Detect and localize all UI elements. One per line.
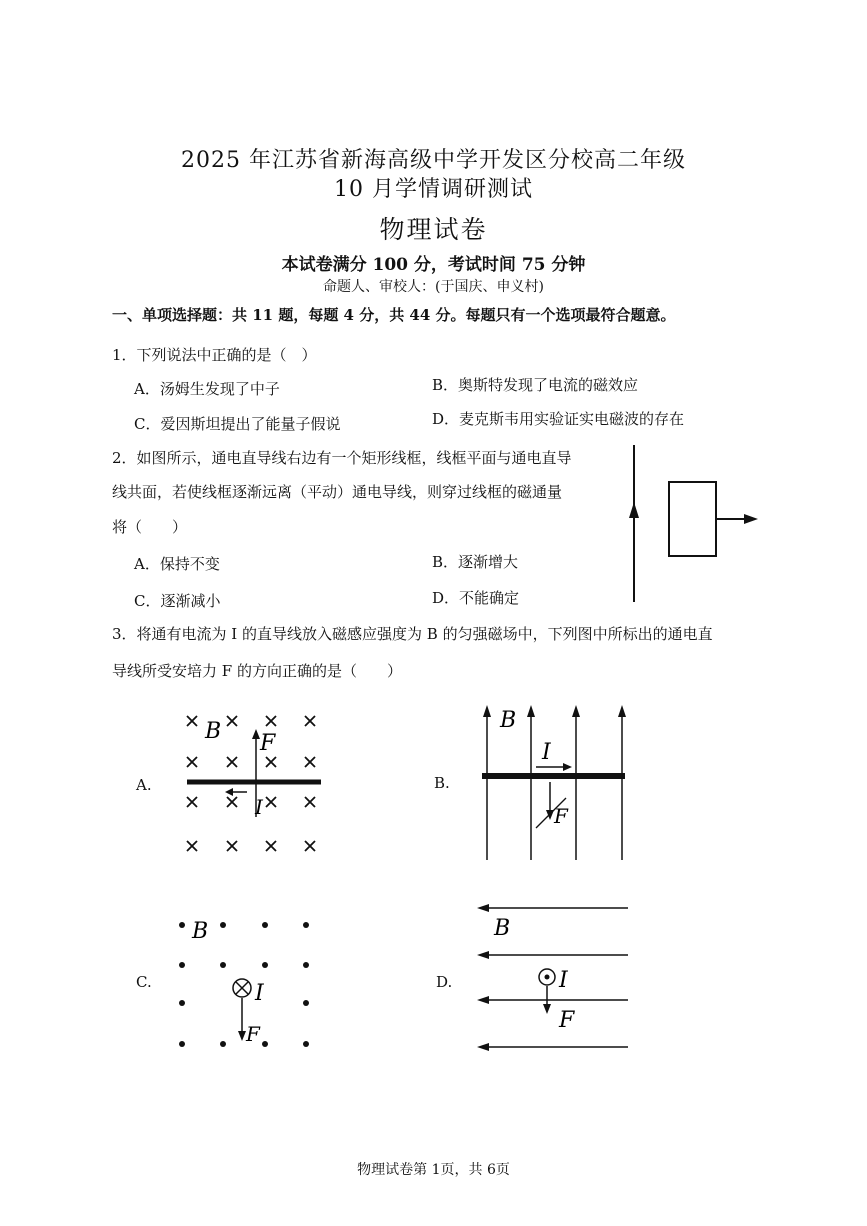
q3-figure-c-label: C. (136, 973, 152, 991)
force-label: F (559, 1008, 575, 1033)
current-into-page-symbol (233, 979, 251, 997)
q2-stem-line3: 将（ ） (112, 518, 188, 536)
field-label: B (205, 719, 222, 744)
q2-option-d: D．不能确定 (432, 589, 520, 607)
upward-field-lines (487, 714, 622, 860)
current-direction-arrow (629, 502, 639, 518)
exam-subject-title: 物理试卷 (379, 215, 488, 244)
q2-option-c: C．逐渐减小 (134, 592, 221, 610)
force-label: F (260, 731, 276, 756)
rectangular-loop (669, 482, 716, 556)
exam-authors: 命题人、审校人：(于国庆、申义村) (323, 279, 544, 295)
q1-option-c: C．爱因斯坦提出了能量子假说 (134, 415, 341, 433)
field-label: B (494, 916, 511, 941)
q3-figure-d-label: D. (436, 973, 453, 991)
force-label: F (554, 804, 568, 828)
q1-option-a: A．汤姆生发现了中子 (134, 380, 280, 398)
current-out-of-page-symbol (539, 969, 555, 985)
q2-figure (615, 440, 775, 610)
q3-figure-a (175, 705, 335, 865)
q3-stem-line2: 导线所受安培力 F 的方向正确的是（ ） (112, 662, 402, 680)
current-label: I (255, 795, 263, 819)
force-label: F (246, 1022, 260, 1046)
exam-title-line1: 2025 年江苏省新海高级中学开发区分校高二年级 (181, 148, 686, 173)
current-label: I (255, 981, 264, 1006)
q3-figure-b-label: B. (434, 774, 450, 792)
field-label: B (500, 708, 517, 733)
motion-arrow-head (744, 514, 758, 524)
q1-option-b: B．奥斯特发现了电流的磁效应 (432, 376, 639, 394)
current-label: I (542, 740, 551, 765)
exam-title-line2: 10 月学情调研测试 (334, 177, 533, 202)
exam-info: 本试卷满分 100 分，考试时间 75 分钟 (281, 255, 586, 275)
q3-figure-c (170, 910, 330, 1060)
page-footer: 物理试卷第 1页，共 6页 (357, 1162, 510, 1178)
q2-stem-line2: 线共面，若使线框逐渐远离（平动）通电导线，则穿过线框的磁通量 (112, 483, 563, 501)
q2-option-a: A．保持不变 (134, 555, 220, 573)
field-label: B (192, 919, 209, 944)
q3-figure-d (472, 895, 637, 1060)
section-heading: 一、单项选择题：共 11 题，每题 4 分，共 44 分。每题只有一个选项最符合题意。 (112, 306, 676, 324)
q3-figure-a-label: A. (136, 776, 152, 794)
q2-option-b: B．逐渐增大 (432, 553, 519, 571)
q3-figure-b (470, 700, 640, 865)
q2-stem-line1: 2．如图所示，通电直导线右边有一个矩形线框，线框平面与通电直导 (112, 449, 572, 467)
current-label: I (559, 968, 568, 993)
q3-stem-line1: 3．将通有电流为 I 的直导线放入磁感应强度为 B 的匀强磁场中，下列图中所标出的通电直 (112, 625, 713, 643)
q1-stem: 1．下列说法中正确的是（ ） (112, 346, 317, 364)
q1-option-d: D．麦克斯韦用实验证实电磁波的存在 (432, 410, 685, 428)
